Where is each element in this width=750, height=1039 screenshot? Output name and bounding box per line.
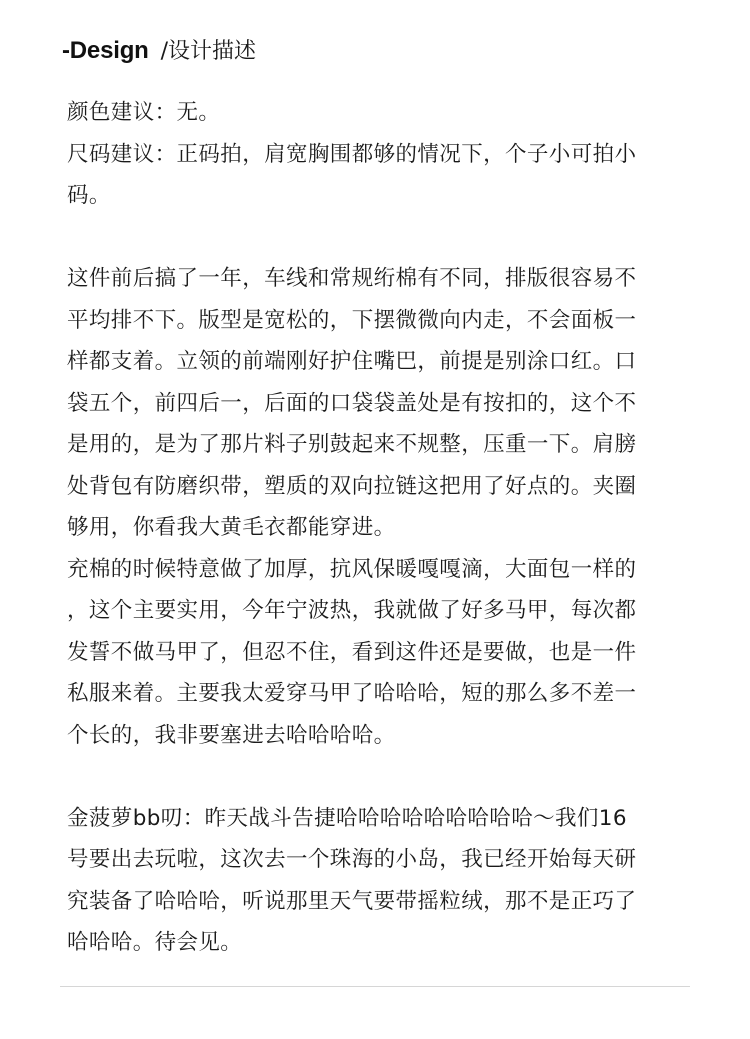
text-line: 这件前后搞了一年，车线和常规绗棉有不同，排版很容易不 [67,266,637,291]
description-body [67,92,685,964]
text-line: 处背包有防磨织带，塑质的双向拉链这把用了好点的。夹圈 [67,473,637,499]
text-line: 袋五个，前四后一，后面的口袋袋盖处是有按扣的，这个不 [67,390,637,416]
section-heading [62,34,256,68]
text-line: 码。 [67,183,111,208]
text-line: 颜色建议：无。 [67,100,221,125]
text-line: 究装备了哈哈哈，听说那里天气要带摇粒绒，那不是正巧了 [67,888,637,914]
bottom-divider [60,986,690,987]
heading-chinese: /设计描述 [160,39,257,64]
text-line: 哈哈哈。待会见。 [67,930,243,955]
text-line: 是用的，是为了那片料子别鼓起来不规整，压重一下。肩膀 [67,432,637,457]
text-line: 充棉的时候特意做了加厚，抗风保暖嘎嘎滴，大面包一样的 [67,556,637,582]
text-line: 个长的，我非要塞进去哈哈哈哈。 [67,722,396,748]
text-line: 号要出去玩啦，这次去一个珠海的小岛，我已经开始每天研 [67,847,637,872]
text-line: 私服来着。主要我太爱穿马甲了哈哈哈，短的那么多不差一 [67,681,637,706]
text-line: 金菠萝bb叨：昨天战斗告捷哈哈哈哈哈哈哈哈哈～我们16 [67,805,627,831]
text-line: 样都支着。立领的前端刚好护住嘴巴，前提是别涂口红。口 [67,349,637,374]
text-line: 够用，你看我大黄毛衣都能穿进。 [67,515,396,540]
heading-english: -Design [62,37,149,64]
text-line: 平均排不下。版型是宽松的，下摆微微向内走，不会面板一 [67,307,637,333]
blank-line [67,217,685,259]
text-line: 尺码建议：正码拍，肩宽胸围都够的情况下，个子小可拍小 [67,141,637,167]
text-line: 发誓不做马甲了，但忍不住，看到这件还是要做，也是一件 [67,639,637,665]
text-line: ，这个主要实用，今年宁波热，我就做了好多马甲，每次都 [67,598,637,623]
blank-line [67,756,685,798]
